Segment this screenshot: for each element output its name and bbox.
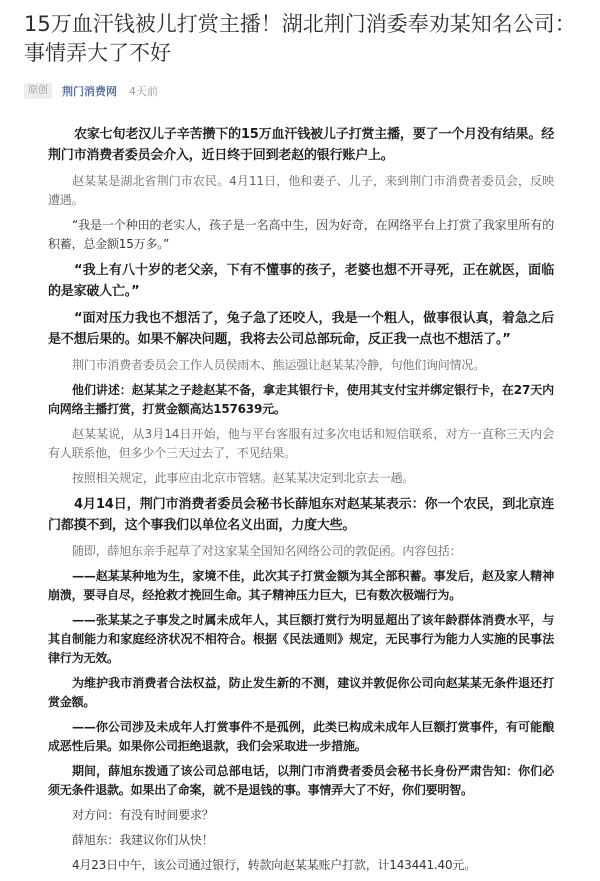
paragraph: 4月23日中午，该公司通过银行，转款向赵某某账户打款，计143441.40元。: [72, 858, 476, 872]
paragraph: 赵某某说，从3月14日开始，他与平台客服有过多次电话和短信联系，对方一直称三天内会有人联系他，但多少个三天过去了，不见结果。: [48, 427, 554, 460]
article-body: [48, 124, 554, 881]
paragraph: 他们讲述：赵某某之子趁赵某不备，拿走其银行卡，使用其支付宝并绑定银行卡，在27天内向网络主播打赏，打赏金额高达157639元。: [48, 383, 554, 416]
paragraph-letter-item: 为维护我市消费者合法权益，防止发生新的不测，建议并敦促你公司向赵某某无条件退还打赏金额。: [48, 676, 554, 709]
paragraph-letter-item: ——你公司涉及未成年人打赏事件不是孤例，此类已构成未成年人巨额打赏事件，有可能酿成恶性后果。如果你公司拒绝退款，我们会采取进一步措施。: [48, 720, 554, 753]
paragraph-letter-item: ——赵某某种地为生，家境不佳，此次其子打赏金额为其全部积蓄。事发后，赵及家人精神崩溃，要寻自尽，经抢救才挽回生命。其子精神压力巨大，已有数次极端行为。: [48, 569, 554, 602]
paragraph-lead: 农家七旬老汉儿子辛苦攒下的15万血汗钱被儿子打赏主播，要了一个月没有结果。经荆门市消费者委员会介入，近日终于回到老赵的银行账户上。: [48, 127, 554, 163]
source-link[interactable]: 荆门消费网: [62, 85, 117, 98]
paragraph-letter-item: ——张某某之子事发之时属未成年人，其巨额打赏行为明显超出了该年龄群体消费水平，与其自制能力和家庭经济状况不相符合。根据《民法通则》规定，无民事行为能力人实施的民事法律行为无效。: [48, 613, 554, 665]
paragraph-quote: “面对压力我也不想活了，兔子急了还咬人，我是一个粗人，做事很认真，着急之后是不想后果的。如果不解决问题，我将去公司总部玩命，反正我一点也不想活了。”: [48, 311, 554, 347]
paragraph: 赵某某是湖北省荆门市农民。4月11日，他和妻子、儿子，来到荆门市消费者委员会，反映遭遇。: [48, 174, 554, 207]
original-badge: 原创: [24, 83, 52, 99]
paragraph-quote: “我上有八十岁的老父亲，下有不懂事的孩子，老婆也想不开寻死，正在就医，面临的是家破人亡。”: [48, 263, 554, 299]
publish-time: 4天前: [129, 85, 158, 98]
paragraph: 按照相关规定，此事应由北京市管辖。赵某某决定到北京去一趟。: [72, 471, 415, 485]
paragraph: 期间，薛旭东拨通了该公司总部电话，以荆门市消费者委员会秘书长身份严肃告知：你们必须无条件退款。如果出了命案，就不是退钱的事。事情弄大了不好，你们要明智。: [48, 764, 554, 797]
paragraph: 薛旭东：我建议你们从快！: [72, 833, 214, 847]
paragraph-quote: “我是一个种田的老实人，孩子是一名高中生，因为好奇，在网络平台上打赏了我家里所有的积蓄，总金额15万多。”: [48, 218, 554, 251]
paragraph: 荆门市消费者委员会工作人员侯雨木、熊运强让赵某某冷静，句他们询问情况。: [72, 358, 486, 372]
article-title: 15万血汗钱被儿打赏主播！湖北荆门消委奉劝某知名公司：事情弄大了不好: [24, 12, 576, 65]
paragraph: 随即，薛旭东亲手起草了对这家某全国知名网络公司的敦促函。内容包括：: [72, 544, 462, 558]
paragraph: 4月14日，荆门市消费者委员会秘书长薛旭东对赵某某表示：你一个农民，到北京连门都摸不到，这个事我们以单位名义出面，力度大些。: [48, 497, 554, 533]
paragraph: 对方问：有没有时间要求？: [72, 808, 214, 822]
article-meta: [24, 82, 158, 100]
